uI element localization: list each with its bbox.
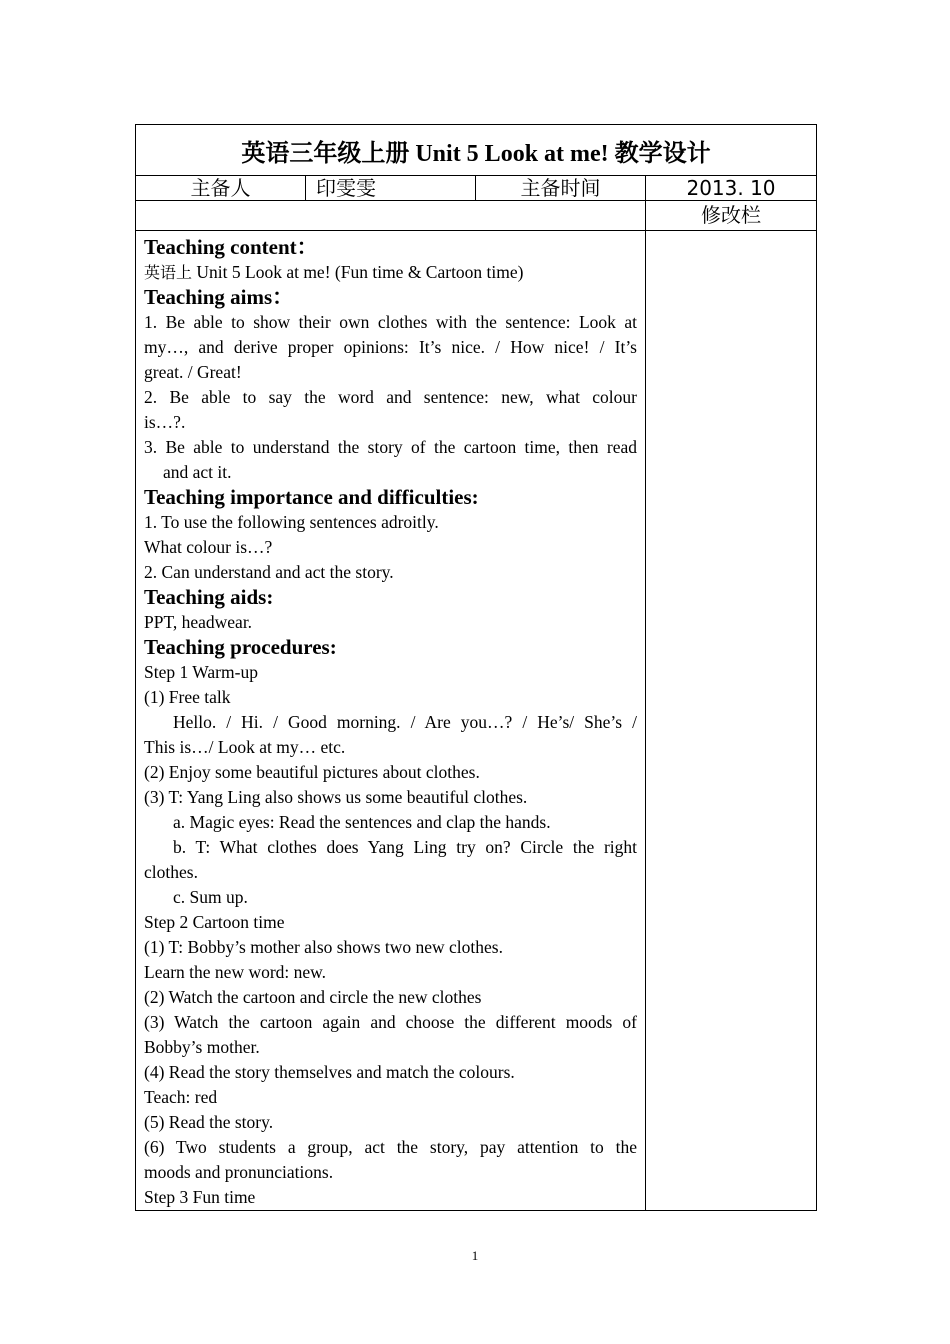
preparer-label: 主备人 <box>136 176 306 201</box>
teaching-content-text <box>144 260 637 285</box>
step-1-item-1: (1) Free talk <box>144 687 231 707</box>
step-2-item-6-line-2: moods and pronunciations. <box>144 1162 334 1182</box>
step-2-item-2: (2) Watch the cartoon and circle the new clothes <box>144 987 482 1007</box>
step-2-item-3-line-1: (3) Watch the cartoon again and choose the different moods of <box>144 1012 637 1032</box>
document-title <box>136 125 817 176</box>
step-2-item-4-b: Teach: red <box>144 1087 218 1107</box>
teaching-content-prefix: 英语上 <box>144 263 193 282</box>
step-1-item-3: (3) T: Yang Ling also shows us some beautiful clothes. <box>144 787 528 807</box>
step-2-title: Step 2 Cartoon time <box>144 912 285 932</box>
aim-2-line-2: is…?. <box>144 412 186 432</box>
blank-header-cell <box>136 201 646 231</box>
step-1-item-3-b-line-1: b. T: What clothes does Yang Ling try on? Circle the right <box>173 837 637 857</box>
page-number: 1 <box>471 1248 479 1263</box>
preparer-name: 印雯雯 <box>306 176 476 201</box>
teaching-aims-heading: Teaching aims： <box>144 285 294 309</box>
step-2-item-6-line-1: (6) Two students a group, act the story, pay attention to the <box>144 1137 637 1157</box>
step-1-item-3-c: c. Sum up. <box>173 887 248 907</box>
step-2-item-5: (5) Read the story. <box>144 1112 274 1132</box>
step-2-item-3-line-2: Bobby’s mother. <box>144 1037 260 1057</box>
aim-3-line-1: 3. Be able to understand the story of the cartoon time, then read <box>144 437 637 457</box>
date-label: 主备时间 <box>476 176 646 201</box>
teaching-content-body: Unit 5 Look at me! (Fun time & Cartoon time) <box>192 262 524 282</box>
lesson-content <box>136 231 646 1211</box>
step-1-item-2: (2) Enjoy some beautiful pictures about clothes. <box>144 762 480 782</box>
lesson-plan-table <box>135 124 817 1211</box>
procedures-heading: Teaching procedures: <box>144 635 337 659</box>
step-1-item-3-a: a. Magic eyes: Read the sentences and clap the hands. <box>173 812 551 832</box>
step-2-item-1-b: Learn the new word: new. <box>144 962 327 982</box>
aim-2-line-1: 2. Be able to say the word and sentence: new, what colour <box>144 387 637 407</box>
aim-3-line-2: and act it. <box>163 462 232 482</box>
importance-2: 2. Can understand and act the story. <box>144 562 394 582</box>
date-value: 2013. 10 <box>646 176 817 201</box>
aim-1-line-1: 1. Be able to show their own clothes with the sentence: Look at <box>144 312 637 332</box>
step-2-item-1: (1) T: Bobby’s mother also shows two new clothes. <box>144 937 503 957</box>
aim-1-line-3: great. / Great! <box>144 362 242 382</box>
title-text: 英语三年级上册 Unit 5 Look at me! 教学设计 <box>241 140 711 167</box>
step-2-item-4: (4) Read the story themselves and match the colours. <box>144 1062 515 1082</box>
revision-column-label: 修改栏 <box>646 201 817 231</box>
step-1-item-1-line-1: Hello. / Hi. / Good morning. / Are you…? / He’s/ She’s / <box>173 712 637 732</box>
importance-heading: Teaching importance and difficulties: <box>144 485 479 509</box>
revision-column <box>646 231 817 1211</box>
importance-1: 1. To use the following sentences adroitly. <box>144 512 439 532</box>
aids-heading: Teaching aids: <box>144 585 274 609</box>
step-1-title: Step 1 Warm-up <box>144 662 258 682</box>
step-1-item-1-line-2: This is…/ Look at my… etc. <box>144 737 346 757</box>
aim-1-line-2: my…, and derive proper opinions: It’s nice. / How nice! / It’s <box>144 337 637 357</box>
aids-text: PPT, headwear. <box>144 612 253 632</box>
step-3-title: Step 3 Fun time <box>144 1187 256 1207</box>
importance-1-question: What colour is…? <box>144 537 273 557</box>
teaching-content-heading: Teaching content： <box>144 235 318 259</box>
step-1-item-3-b-line-2: clothes. <box>144 862 198 882</box>
